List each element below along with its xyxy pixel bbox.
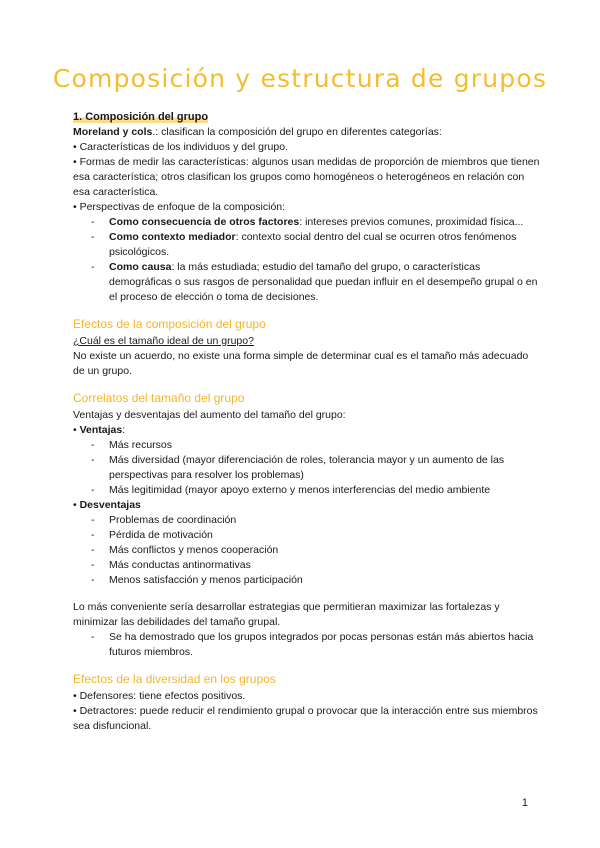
perspectivas-list <box>73 215 541 305</box>
page-number: 1 <box>521 797 528 809</box>
list-item: - Se ha demostrado que los grupos integrados por pocas personas están más abiertos hacia futuros miembros. <box>109 630 541 660</box>
bullet-caracteristicas: • Características de los individuos y del grupo. <box>73 141 288 153</box>
question-text: ¿Cuál es el tamaño ideal de un grupo? <box>73 335 254 347</box>
list-item: - Más conductas antinormativas <box>109 558 541 573</box>
section-heading-diversidad: Efectos de la diversidad en los grupos <box>73 672 276 686</box>
list-item: - Más legitimidad (mayor apoyo externo y menos interferencias del medio ambiente <box>109 483 541 498</box>
bullet-formas-medir: • Formas de medir las características: algunos usan medidas de proporción de miembros que tienen esa característica; otros clasifican los grupos como homogéneos o heterogéneos en relación con esa característica. <box>73 156 540 198</box>
bullet-detractores: • Detractores: puede reducir el rendimiento grupal o provocar que la interacción entre sus miembros sea disfuncional. <box>73 705 538 732</box>
list-item: - Problemas de coordinación <box>109 513 541 528</box>
desventajas-label: • Desventajas <box>73 499 141 511</box>
note-list <box>73 630 541 660</box>
list-item: - Menos satisfacción y menos participación <box>109 573 541 588</box>
bullet-perspectivas: • Perspectivas de enfoque de la composición: <box>73 201 286 213</box>
list-item: - Como causa: la más estudiada; estudio del tamaño del grupo, o características demográficas o sus rasgos de personalidad que puedan influir en el desempeño grupal o en el proceso de elección o toma de decisiones. <box>109 260 541 305</box>
bullet-defensores: • Defensores: tiene efectos positivos. <box>73 690 246 702</box>
list-item: - Como consecuencia de otros factores: intereses previos comunes, proximidad física... <box>109 215 541 230</box>
list-item: - Como contexto mediador: contexto social dentro del cual se ocurren otros fenómenos psicológicos. <box>109 230 541 260</box>
ventajas-label: • Ventajas: <box>73 424 126 436</box>
list-item: - Pérdida de motivación <box>109 528 541 543</box>
ventajas-list <box>73 438 541 498</box>
paragraph: No existe un acuerdo, no existe una forma simple de determinar cual es el tamaño más adecuado de un grupo. <box>73 350 529 377</box>
list-item: - Más recursos <box>109 438 541 453</box>
paragraph: Ventajas y desventajas del aumento del tamaño del grupo: <box>73 409 346 421</box>
section-heading-efectos-composicion: Efectos de la composición del grupo <box>73 317 266 331</box>
list-item: - Más conflictos y menos cooperación <box>109 543 541 558</box>
document-body <box>73 110 541 734</box>
intro-paragraph: Moreland y cols.: clasifican la composición del grupo en diferentes categorías: <box>73 126 442 138</box>
section-heading-composicion: 1. Composición del grupo <box>73 111 209 123</box>
desventajas-list <box>73 513 541 588</box>
conclusion-paragraph: Lo más conveniente sería desarrollar estrategias que permitieran maximizar las fortalezas y minimizar las debilidades del tamaño grupal. <box>73 601 500 628</box>
page-title: Composición y estructura de grupos <box>52 64 548 93</box>
list-item: - Más diversidad (mayor diferenciación de roles, tolerancia mayor y un aumento de las perspectivas para resolver los problemas) <box>109 453 541 483</box>
section-heading-correlatos: Correlatos del tamaño del grupo <box>73 391 245 405</box>
